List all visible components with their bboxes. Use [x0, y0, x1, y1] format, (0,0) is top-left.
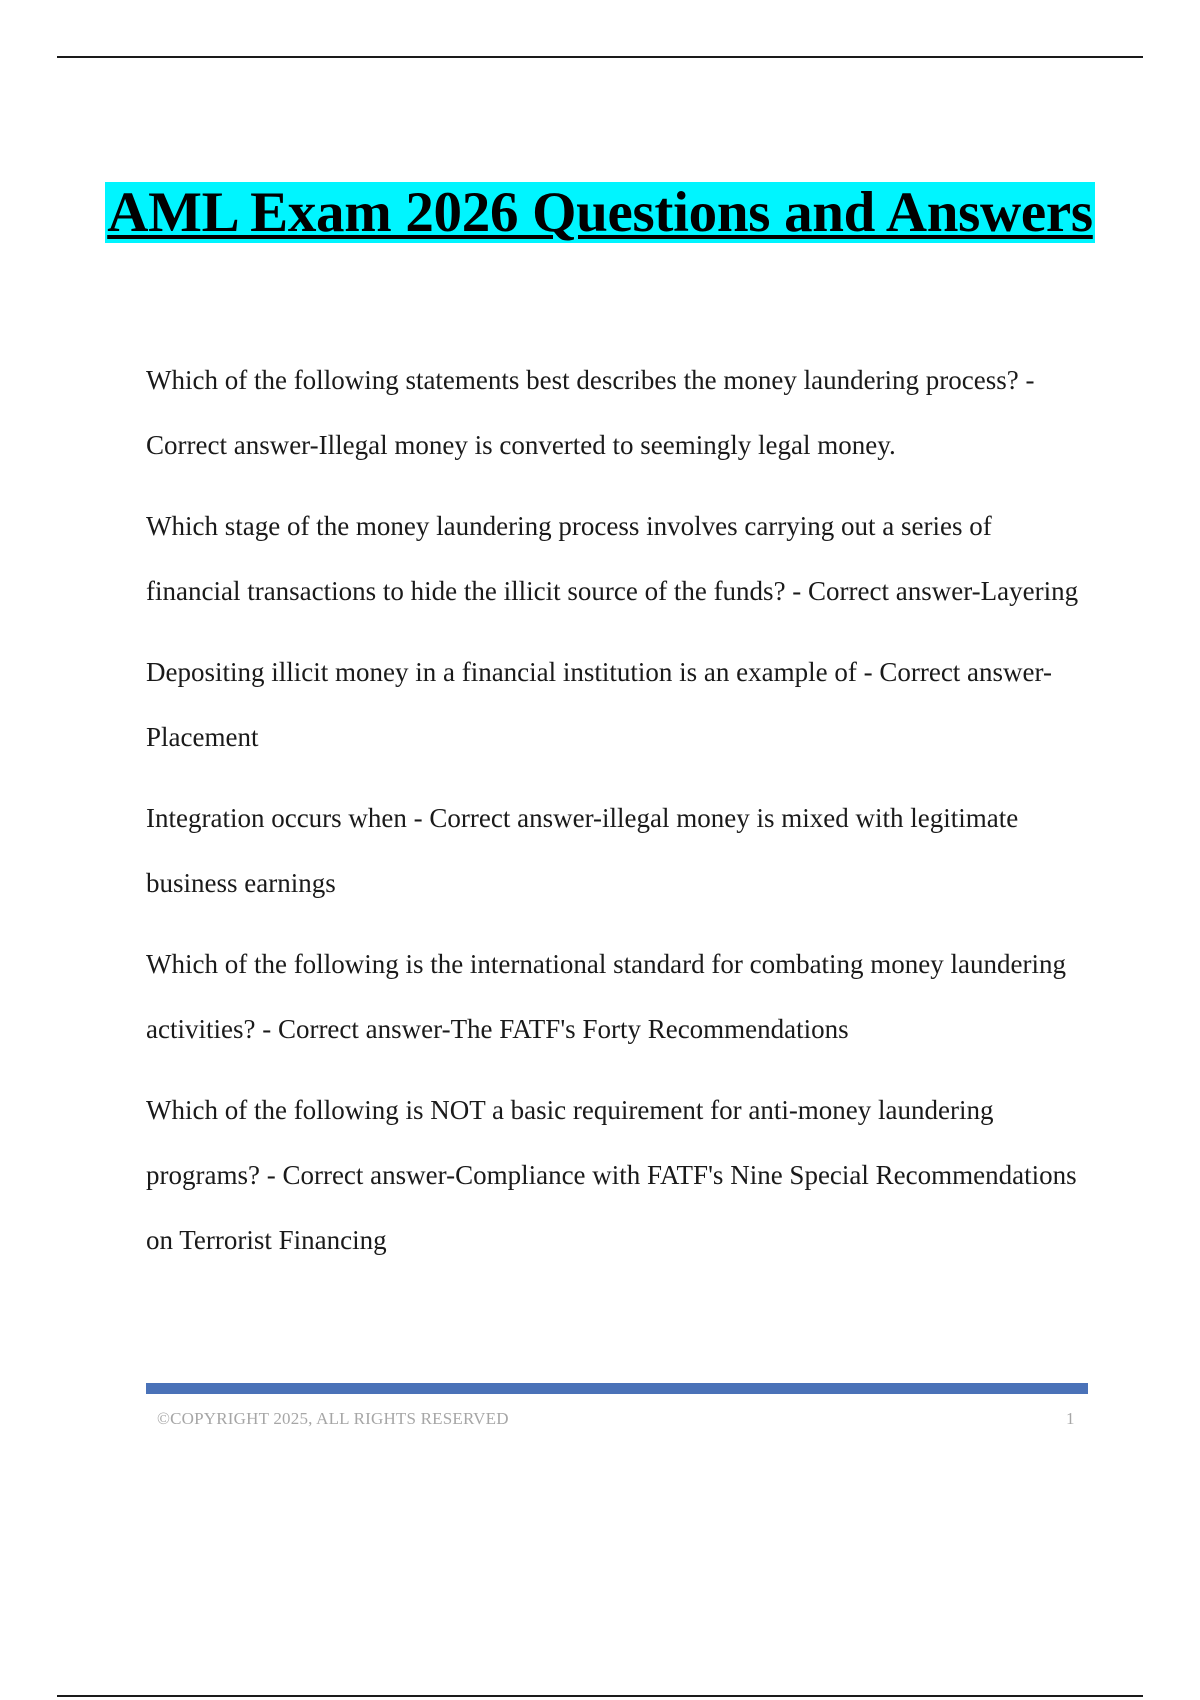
qa-item: Which of the following is NOT a basic requirement for anti-money laundering programs? - Correct answer-Compliance with FATF's Nine Special Recommendations on Terrorist Financing — [146, 1095, 1077, 1255]
page-number: 1 — [1066, 1409, 1075, 1428]
qa-list — [146, 348, 1086, 1289]
qa-item: Which stage of the money laundering process involves carrying out a series of financial transactions to hide the illicit source of the funds? - Correct answer-Layering — [146, 511, 1079, 606]
qa-item: Depositing illicit money in a financial institution is an example of - Correct answer-Placement — [146, 657, 1052, 752]
qa-item: Which of the following statements best describes the money laundering process? - Correct answer-Illegal money is converted to seemingly legal money. — [146, 365, 1035, 460]
footer-bar — [146, 1383, 1088, 1394]
document-title: AML Exam 2026 Questions and Answers — [107, 181, 1093, 244]
qa-item: Integration occurs when - Correct answer-illegal money is mixed with legitimate business earnings — [146, 803, 1019, 898]
page-bottom-rule — [57, 1695, 1143, 1697]
footer-copyright: ©COPYRIGHT 2025, ALL RIGHTS RESERVED — [157, 1409, 509, 1428]
qa-item: Which of the following is the international standard for combating money laundering activities? - Correct answer-The FATF's Forty Recommendations — [146, 949, 1067, 1044]
page-top-rule — [57, 56, 1143, 58]
title-container — [0, 182, 1200, 243]
